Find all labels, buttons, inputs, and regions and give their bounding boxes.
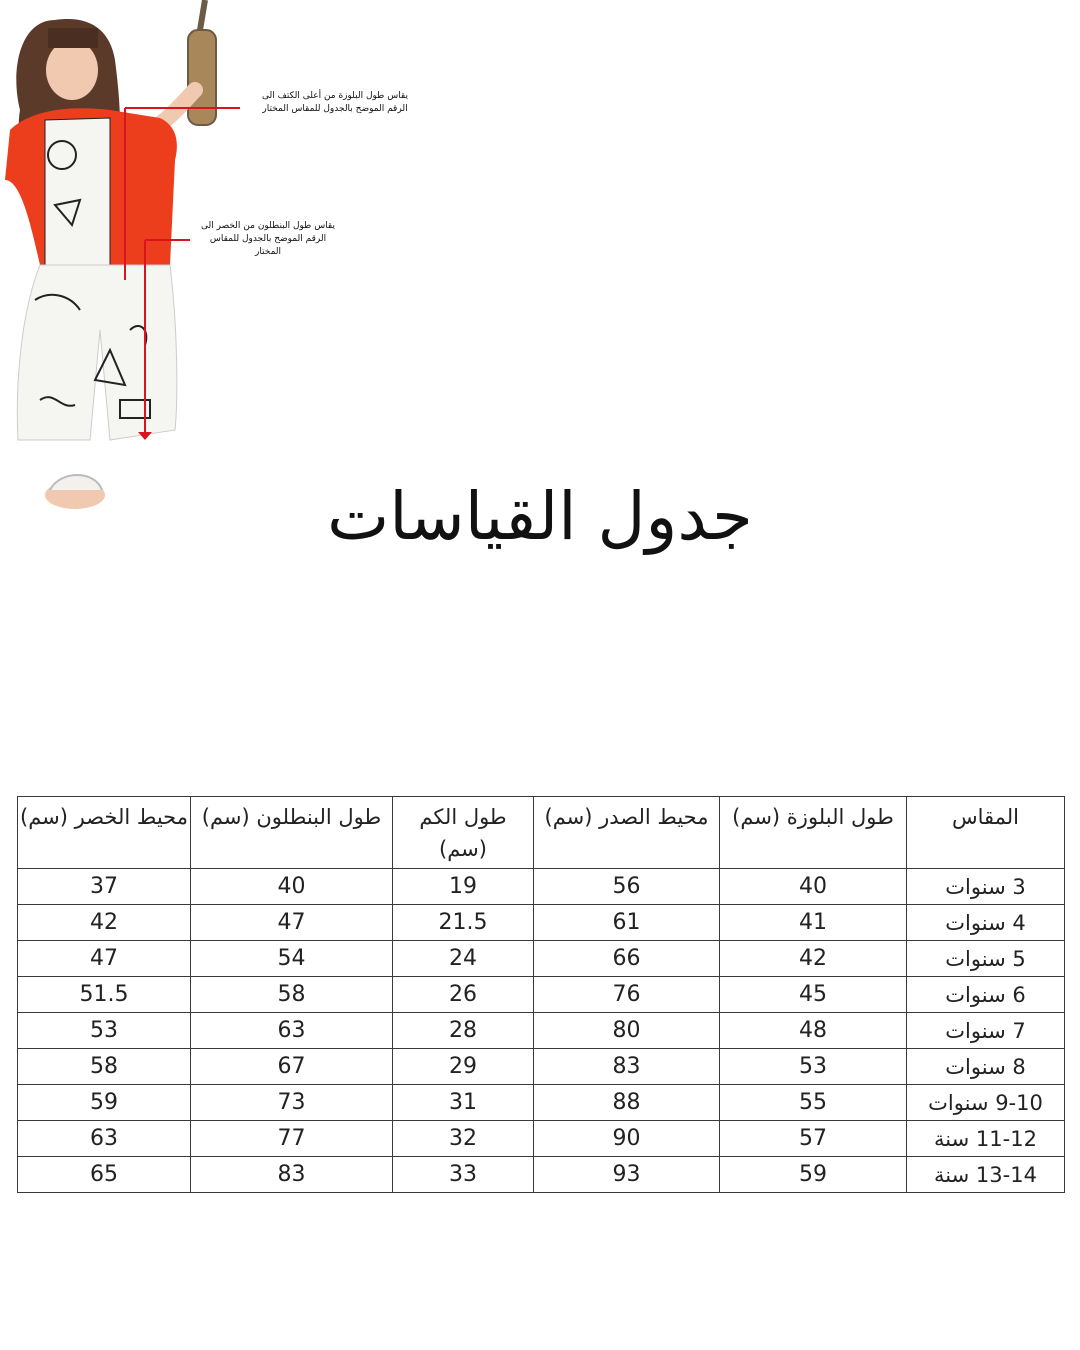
pants-measure-note: يقاس طول البنطلون من الخصر الى الرقم الموضح بالجدول للمقاس المختار bbox=[201, 221, 335, 257]
cell-size: 3 سنوات bbox=[907, 869, 1065, 905]
cell-waist: 63 bbox=[18, 1121, 191, 1157]
cell-size: 7 سنوات bbox=[907, 1013, 1065, 1049]
cell-pants-length: 83 bbox=[191, 1157, 393, 1193]
face-icon bbox=[46, 40, 98, 100]
cell-pants-length: 47 bbox=[191, 905, 393, 941]
cell-pants-length: 58 bbox=[191, 977, 393, 1013]
header-blouse-length: طول البلوزة (سم) bbox=[720, 797, 907, 869]
cell-chest: 83 bbox=[534, 1049, 720, 1085]
cell-size: 9-10 سنوات bbox=[907, 1085, 1065, 1121]
cell-waist: 42 bbox=[18, 905, 191, 941]
table-row bbox=[18, 1085, 1065, 1121]
patterned-pants-icon bbox=[17, 265, 177, 440]
cell-waist: 47 bbox=[18, 941, 191, 977]
cell-blouse-length: 53 bbox=[720, 1049, 907, 1085]
cell-waist: 53 bbox=[18, 1013, 191, 1049]
cell-sleeve-length: 29 bbox=[393, 1049, 534, 1085]
cell-sleeve-length: 24 bbox=[393, 941, 534, 977]
header-waist: محيط الخصر (سم) bbox=[18, 797, 191, 869]
table-row bbox=[18, 1049, 1065, 1085]
cell-size: 5 سنوات bbox=[907, 941, 1065, 977]
cell-blouse-length: 57 bbox=[720, 1121, 907, 1157]
header-chest: محيط الصدر (سم) bbox=[534, 797, 720, 869]
cell-chest: 56 bbox=[534, 869, 720, 905]
cell-waist: 51.5 bbox=[18, 977, 191, 1013]
cell-chest: 88 bbox=[534, 1085, 720, 1121]
cell-pants-length: 67 bbox=[191, 1049, 393, 1085]
rope-icon bbox=[200, 0, 205, 30]
cell-pants-length: 54 bbox=[191, 941, 393, 977]
table-row bbox=[18, 869, 1065, 905]
blouse-measure-note: يقاس طول البلوزة من أعلى الكتف الى الرقم الموضح بالجدول للمقاس المختار bbox=[262, 91, 408, 114]
cell-blouse-length: 40 bbox=[720, 869, 907, 905]
header-size: المقاس bbox=[907, 797, 1065, 869]
cell-size: 4 سنوات bbox=[907, 905, 1065, 941]
table-row bbox=[18, 905, 1065, 941]
cell-sleeve-length: 31 bbox=[393, 1085, 534, 1121]
cell-waist: 65 bbox=[18, 1157, 191, 1193]
cell-sleeve-length: 28 bbox=[393, 1013, 534, 1049]
cell-sleeve-length: 21.5 bbox=[393, 905, 534, 941]
size-chart-table bbox=[17, 796, 1065, 1193]
table-row bbox=[18, 941, 1065, 977]
cell-blouse-length: 48 bbox=[720, 1013, 907, 1049]
table-row bbox=[18, 1013, 1065, 1049]
table-header-row bbox=[18, 797, 1065, 869]
cell-chest: 90 bbox=[534, 1121, 720, 1157]
cell-pants-length: 77 bbox=[191, 1121, 393, 1157]
table-row bbox=[18, 1121, 1065, 1157]
cell-blouse-length: 59 bbox=[720, 1157, 907, 1193]
cell-size: 13-14 سنة bbox=[907, 1157, 1065, 1193]
cell-blouse-length: 41 bbox=[720, 905, 907, 941]
swing-handle-icon bbox=[188, 30, 216, 125]
cell-pants-length: 73 bbox=[191, 1085, 393, 1121]
cell-sleeve-length: 32 bbox=[393, 1121, 534, 1157]
cell-blouse-length: 42 bbox=[720, 941, 907, 977]
cell-pants-length: 40 bbox=[191, 869, 393, 905]
cell-sleeve-length: 33 bbox=[393, 1157, 534, 1193]
cell-chest: 80 bbox=[534, 1013, 720, 1049]
cell-waist: 58 bbox=[18, 1049, 191, 1085]
page-title: جدول القياسات bbox=[327, 478, 753, 555]
cell-blouse-length: 45 bbox=[720, 977, 907, 1013]
cell-pants-length: 63 bbox=[191, 1013, 393, 1049]
cell-waist: 59 bbox=[18, 1085, 191, 1121]
cell-chest: 76 bbox=[534, 977, 720, 1013]
cell-sleeve-length: 26 bbox=[393, 977, 534, 1013]
cell-chest: 66 bbox=[534, 941, 720, 977]
cell-waist: 37 bbox=[18, 869, 191, 905]
arrow-down-icon bbox=[138, 432, 152, 440]
cell-sleeve-length: 19 bbox=[393, 869, 534, 905]
cell-size: 8 سنوات bbox=[907, 1049, 1065, 1085]
table-row bbox=[18, 1157, 1065, 1193]
cell-size: 6 سنوات bbox=[907, 977, 1065, 1013]
cell-size: 11-12 سنة bbox=[907, 1121, 1065, 1157]
model-illustration bbox=[0, 0, 240, 520]
header-pants-length: طول البنطلون (سم) bbox=[191, 797, 393, 869]
header-sleeve-length: طول الكم (سم) bbox=[393, 797, 534, 869]
table-row bbox=[18, 977, 1065, 1013]
cell-chest: 93 bbox=[534, 1157, 720, 1193]
cell-blouse-length: 55 bbox=[720, 1085, 907, 1121]
cell-chest: 61 bbox=[534, 905, 720, 941]
